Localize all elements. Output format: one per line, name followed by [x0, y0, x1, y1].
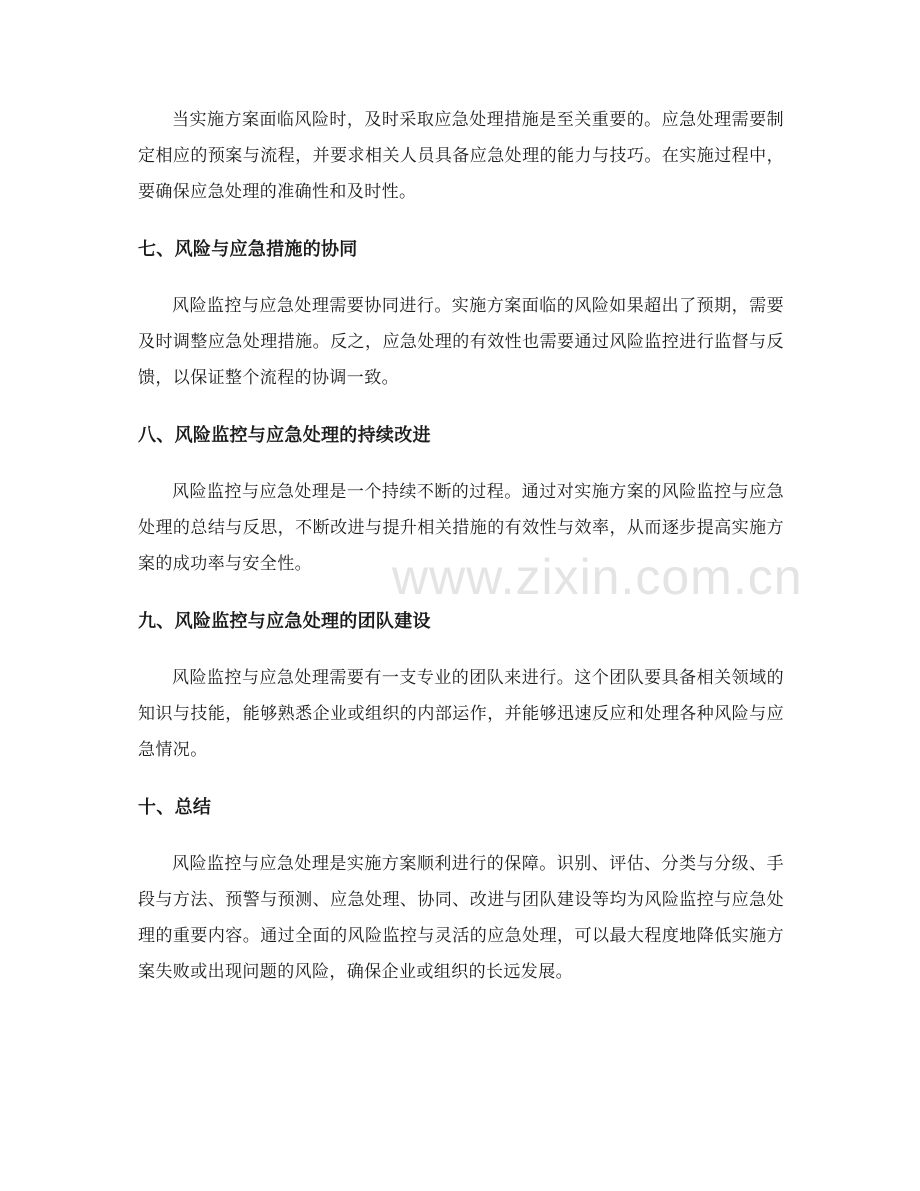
section-body-10: 风险监控与应急处理是实施方案顺利进行的保障。识别、评估、分类与分级、手段与方法、预警与预测、应急处理、协同、改进与团队建设等均为风险监控与应急处理的重要内容。通过全面的风险监控与灵活的应急处理，可以最大程度地降低实施方案失败或出现问题的风险，确保企业或组织的长远发展。: [138, 854, 784, 982]
section-heading-7: 七、风险与应急措施的协同: [138, 239, 358, 260]
section-heading-10: 十、总结: [138, 797, 212, 818]
intro-paragraph: 当实施方案面临风险时，及时采取应急处理措施是至关重要的。应急处理需要制定相应的预案与流程，并要求相关人员具备应急处理的能力与技巧。在实施过程中，要确保应急处理的准确性和及时性。: [138, 110, 784, 202]
section-body-8: 风险监控与应急处理是一个持续不断的过程。通过对实施方案的风险监控与应急处理的总结与反思，不断改进与提升相关措施的有效性与效率，从而逐步提高实施方案的成功率与安全性。: [138, 482, 784, 574]
section-body-7: 风险监控与应急处理需要协同进行。实施方案面临的风险如果超出了预期，需要及时调整应急处理措施。反之，应急处理的有效性也需要通过风险监控进行监督与反馈，以保证整个流程的协调一致。: [138, 296, 784, 388]
section-heading-9: 九、风险监控与应急处理的团队建设: [138, 611, 431, 632]
section-body-9: 风险监控与应急处理需要有一支专业的团队来进行。这个团队要具备相关领域的知识与技能，能够熟悉企业或组织的内部运作，并能够迅速反应和处理各种风险与应急情况。: [138, 668, 784, 760]
watermark-text: www.zixin.com.cn: [392, 549, 803, 605]
section-heading-8: 八、风险监控与应急处理的持续改进: [138, 425, 431, 446]
document-body: [138, 102, 784, 990]
